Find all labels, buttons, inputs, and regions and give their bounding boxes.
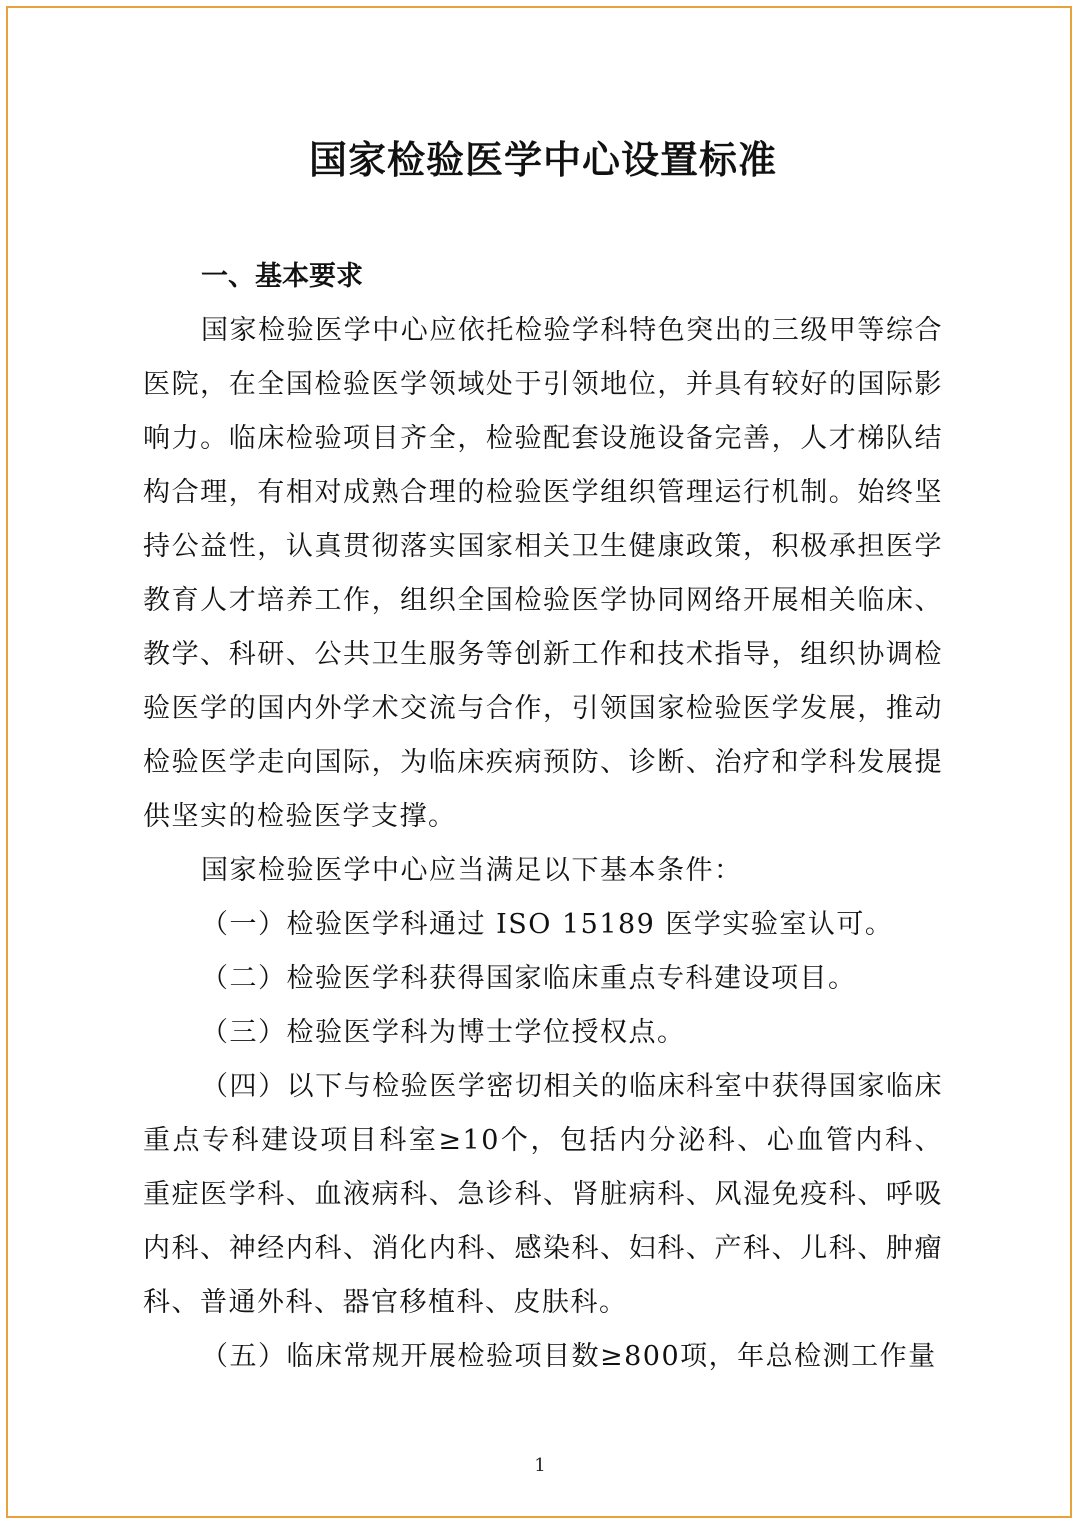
- paragraph-intro: 国家检验医学中心应依托检验学科特色突出的三级甲等综合医院，在全国检验医学领域处于引领地位，并具有较好的国际影响力。临床检验项目齐全，检验配套设施设备完善，人才梯队结构合理，有相对成熟合理的检验医学组织管理运行机制。始终坚持公益性，认真贯彻落实国家相关卫生健康政策，积极承担医学教育人才培养工作，组织全国检验医学协同网络开展相关临床、教学、科研、公共卫生服务等创新工作和技术指导，组织协调检验医学的国内外学术交流与合作，引领国家检验医学发展，推动检验医学走向国际，为临床疾病预防、诊断、治疗和学科发展提供坚实的检验医学支撑。: [143, 315, 943, 832]
- section-heading: 一、基本要求: [201, 261, 363, 292]
- paragraph-conditions: 国家检验医学中心应当满足以下基本条件：: [201, 855, 743, 886]
- page-number: 1: [534, 1455, 546, 1476]
- paragraph-item-5: （五）临床常规开展检验项目数≥800项，年总检测工作量: [201, 1341, 937, 1372]
- paragraph-item-4: （四）以下与检验医学密切相关的临床科室中获得国家临床重点专科建设项目科室≥10个，包括内分泌科、心血管内科、重症医学科、血液病科、急诊科、肾脏病科、风湿免疫科、呼吸内科、神经内科、消化内科、感染科、妇科、产科、儿科、肿瘤科、普通外科、器官移植科、皮肤科。: [143, 1071, 943, 1318]
- document-body: [143, 130, 943, 1384]
- paragraph-item-1: （一）检验医学科通过 ISO 15189 医学实验室认可。: [201, 909, 894, 940]
- document-title: 国家检验医学中心设置标准: [308, 138, 777, 182]
- paragraph-item-3: （三）检验医学科为博士学位授权点。: [201, 1017, 686, 1048]
- paragraph-item-2: （二）检验医学科获得国家临床重点专科建设项目。: [201, 963, 857, 994]
